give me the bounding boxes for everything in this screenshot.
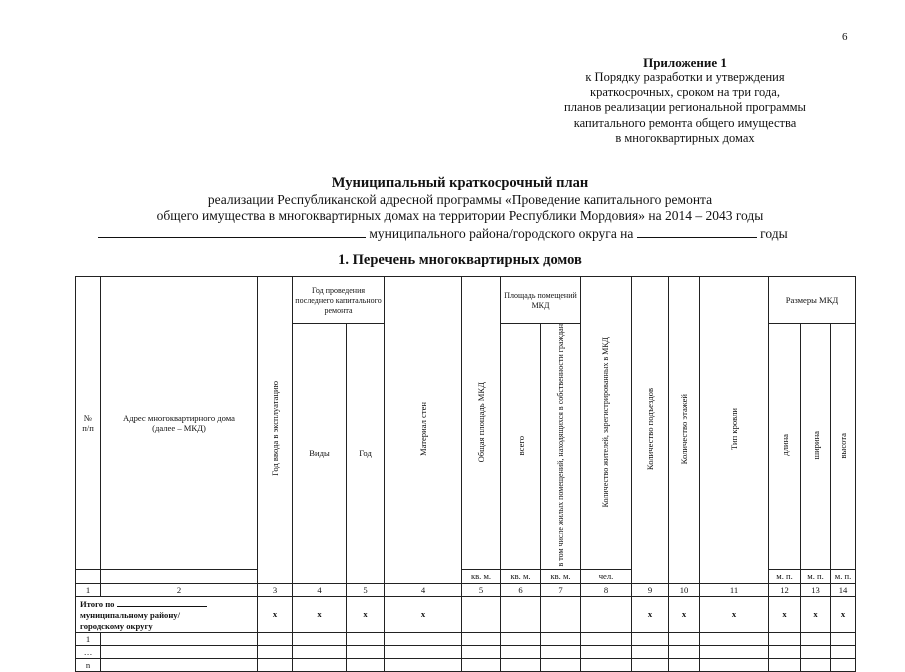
total-mark: x [801, 596, 831, 632]
table-cell[interactable] [700, 658, 769, 671]
total-mark [501, 596, 541, 632]
unit-cell [76, 569, 101, 583]
table-cell[interactable] [831, 632, 856, 645]
table-cell[interactable] [769, 632, 801, 645]
column-number: 1 [76, 583, 101, 596]
table-cell[interactable] [581, 632, 632, 645]
table-row [76, 658, 856, 671]
table-cell[interactable] [258, 658, 293, 671]
table-cell[interactable] [385, 658, 462, 671]
table-cell[interactable] [385, 632, 462, 645]
column-number: 8 [581, 583, 632, 596]
section-title: 1. Перечень многоквартирных домов [338, 252, 582, 268]
total-mark [581, 596, 632, 632]
column-number: 13 [801, 583, 831, 596]
appendix-line: капитального ремонта общего имущества [573, 115, 797, 130]
table-cell[interactable] [541, 645, 581, 658]
table-cell[interactable] [541, 632, 581, 645]
table-cell[interactable] [501, 658, 541, 671]
total-mark [462, 596, 501, 632]
unit-area-residential: кв. м. [541, 569, 581, 583]
row-number: 1 [76, 632, 101, 645]
appendix-line: в многоквартирных домах [615, 130, 755, 145]
table-cell[interactable] [101, 632, 258, 645]
plan-line3-text: муниципального района/городского округа на [369, 226, 634, 241]
year-blank[interactable] [637, 225, 757, 238]
table-cell[interactable] [769, 645, 801, 658]
table-row [76, 632, 856, 645]
table-cell[interactable] [669, 632, 700, 645]
unit-area-total: кв. м. [501, 569, 541, 583]
total-mark: x [258, 596, 293, 632]
plan-subtitle-line2: общего имущества в многоквартирных домах на территории Республики Мордовия» на 2014 – 2043 годы [156, 208, 764, 223]
header-wall-material: Материал стен [385, 277, 462, 584]
table-cell[interactable] [581, 658, 632, 671]
table-cell[interactable] [385, 645, 462, 658]
total-municipality-blank[interactable] [117, 597, 207, 607]
column-number: 5 [347, 583, 385, 596]
column-number: 2 [101, 583, 258, 596]
header-total-area: Общая площадь МКД [462, 277, 501, 570]
header-year: Год [347, 324, 385, 584]
municipality-blank[interactable] [98, 225, 366, 238]
header-floors: Количество этажей [669, 277, 700, 584]
plan-line3-end: годы [760, 226, 788, 241]
table-cell[interactable] [831, 645, 856, 658]
table-cell[interactable] [669, 645, 700, 658]
table-cell[interactable] [801, 632, 831, 645]
header-num: № п/п [76, 277, 101, 570]
total-mark: x [347, 596, 385, 632]
column-number: 6 [501, 583, 541, 596]
table-cell[interactable] [258, 645, 293, 658]
table-cell[interactable] [101, 645, 258, 658]
table-cell[interactable] [632, 632, 669, 645]
total-mark: x [831, 596, 856, 632]
table-cell[interactable] [541, 658, 581, 671]
table-cell[interactable] [293, 658, 347, 671]
table-cell[interactable] [258, 632, 293, 645]
appendix-line: к Порядку разработки и утверждения [585, 70, 785, 84]
header-entrances: Количество подъездов [632, 277, 669, 584]
total-mark: x [700, 596, 769, 632]
table-row [76, 645, 856, 658]
plan-title: Муниципальный краткосрочный план [331, 175, 589, 191]
unit-length: м. п. [769, 569, 801, 583]
unit-width: м. п. [801, 569, 831, 583]
header-roof: Тип кровли [700, 277, 769, 584]
table-cell[interactable] [501, 632, 541, 645]
table-cell[interactable] [700, 645, 769, 658]
header-length: длина [769, 324, 801, 570]
column-number: 11 [700, 583, 769, 596]
unit-residents: чел. [581, 569, 632, 583]
table-cell[interactable] [293, 645, 347, 658]
header-premises-area: Площадь помещений МКД [501, 277, 581, 324]
table-cell[interactable] [293, 632, 347, 645]
column-number: 5 [462, 583, 501, 596]
total-mark: x [632, 596, 669, 632]
total-label-prefix: Итого по [80, 598, 115, 609]
header-sizes: Размеры МКД [769, 277, 856, 324]
table-cell[interactable] [700, 632, 769, 645]
page-number: 6 [842, 31, 848, 43]
unit-total-area: кв. м. [462, 569, 501, 583]
header-width: ширина [801, 324, 831, 570]
mkd-table [75, 276, 856, 672]
table-cell[interactable] [347, 645, 385, 658]
column-number: 7 [541, 583, 581, 596]
row-number: n [76, 658, 101, 671]
total-mark: x [769, 596, 801, 632]
header-last-repair: Год проведения последнего капитального ремонта [293, 277, 385, 324]
unit-cell [101, 569, 258, 583]
total-mark: x [293, 596, 347, 632]
header-area-residential: в том числе жилых помещений, находящихся в собственности граждан [541, 324, 581, 570]
header-residents: Количество жителей, зарегистрированных в МКД [581, 277, 632, 570]
header-area-total: всего [501, 324, 541, 570]
table-cell[interactable] [632, 645, 669, 658]
appendix-line: краткосрочных, сроком на три года, [590, 85, 780, 100]
table-cell[interactable] [462, 658, 501, 671]
table-cell[interactable] [769, 658, 801, 671]
total-label-rest: муниципальному району/ городскому округу [80, 609, 180, 631]
header-address: Адрес многоквартирного дома (далее – МКД) [101, 277, 258, 570]
table-cell[interactable] [347, 632, 385, 645]
column-number: 4 [385, 583, 462, 596]
total-mark [541, 596, 581, 632]
table-cell[interactable] [632, 658, 669, 671]
appendix-title: Приложение 1 [643, 55, 727, 70]
table-cell[interactable] [801, 645, 831, 658]
header-height: высота [831, 324, 856, 570]
column-number: 14 [831, 583, 856, 596]
column-number: 12 [769, 583, 801, 596]
table-cell[interactable] [462, 645, 501, 658]
plan-subtitle-line3 [98, 225, 788, 242]
total-mark: x [385, 596, 462, 632]
total-mark: x [669, 596, 700, 632]
table-cell[interactable] [669, 658, 700, 671]
appendix-line: планов реализации региональной программы [564, 100, 806, 115]
table-cell[interactable] [501, 645, 541, 658]
table-cell[interactable] [462, 632, 501, 645]
table-cell[interactable] [101, 658, 258, 671]
header-types: Виды [293, 324, 347, 584]
column-number: 10 [669, 583, 700, 596]
table-cell[interactable] [581, 645, 632, 658]
appendix-subtitle [520, 70, 850, 146]
column-number: 4 [293, 583, 347, 596]
header-year-commission: Год ввода в эксплуатацию [258, 277, 293, 584]
table-cell[interactable] [801, 658, 831, 671]
row-number: … [76, 645, 101, 658]
column-number: 3 [258, 583, 293, 596]
total-row-label [76, 596, 258, 632]
plan-subtitle-line1: реализации Республиканской адресной программы «Проведение капитального ремонта [207, 192, 713, 207]
unit-height: м. п. [831, 569, 856, 583]
table-cell[interactable] [347, 658, 385, 671]
table-cell[interactable] [831, 658, 856, 671]
column-number: 9 [632, 583, 669, 596]
